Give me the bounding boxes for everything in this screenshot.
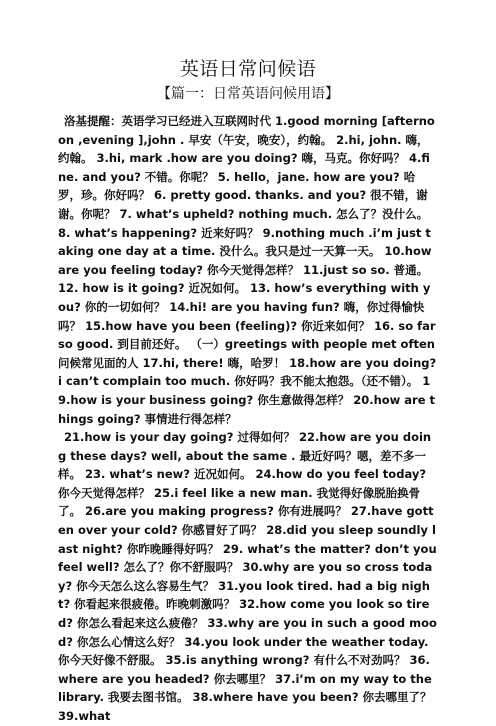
document-subtitle: 【篇一：日常英语问候用语】 <box>157 86 339 102</box>
body-paragraph: 21.how is your day going? 过得如何？ 22.how are you doing these days? well, about the same . 最近好吗？嗯，差不多一样。 23. what’s new? 近况如何。 24.how do you feel today? 你今天觉得怎样？ 25.i feel like a new man. 我觉得好像脱胎换骨了。 26.are you making progress? 你有进展吗？ 27.have gotten over your cold? 你感冒好了吗？ 28.did you sleep soundly last night? 你昨晚睡得好吗？ 29. what’s the matter? don’t you feel well? 怎么了？你不舒服吗？ 30.why are you so cross today? 你今天怎么这么容易生气？ 31.you look tired. had a big night? 你看起来很疲倦。昨晚刺激吗？ 32.how come you look so tired? 你怎么看起来这么疲倦？ 33.why are you in such a good mood? 你怎么心情这么好？ 34.you look under the weather today. 你今天好像不舒服。 35.is anything wrong? 有什么不对劲吗？ 36.where are you headed? 你去哪里？ 37.i’m on my way to the library. 我要去图书馆。 38.where have you been? 你去哪里了？ 39.what <box>58 430 437 723</box>
document-title: 英语日常问候语 <box>179 58 317 80</box>
document-body <box>58 112 438 726</box>
body-paragraph: 洛基提醒：英语学习已经进入互联网时代 1.good morning [afternoon ,evening ],john . 早安（午安，晚安），约翰。 2.hi, john. 嗨，约翰。 3.hi, mark .how are you doing? 嗨，马克。你好吗？ 4.fine. and you? 不错。你呢？ 5. hello，jane. how are you? 哈罗，珍。你好吗？ 6. pretty good. thanks. and you? 很不错，谢谢。你呢？ 7. what’s upheld? nothing much. 怎么了？没什么。 8. what’s happening? 近来好吗？ 9.nothing much .i’m just taking one day at a time. 没什么。我只是过一天算一天。 10.how are you feeling today? 你今天觉得怎样？ 11.just so so. 普通。 12. how is it going? 近况如何。 13. how’s everything with you? 你的一切如何？ 14.hi! are you having fun? 嗨，你过得愉快吗？ 15.how have you been (feeling)? 你近来如何？ 16. so far so good. 到目前还好。 （一）greetings with people met often 问候常见面的人 17.hi, there! 嗨，哈罗！ 18.how are you doing? i can’t complain too much. 你好吗？我不能太抱怨。（还不错）。 19.how is your business going? 你生意做得怎样？ 20.how are things going? 事情进行得怎样？ <box>58 114 437 426</box>
